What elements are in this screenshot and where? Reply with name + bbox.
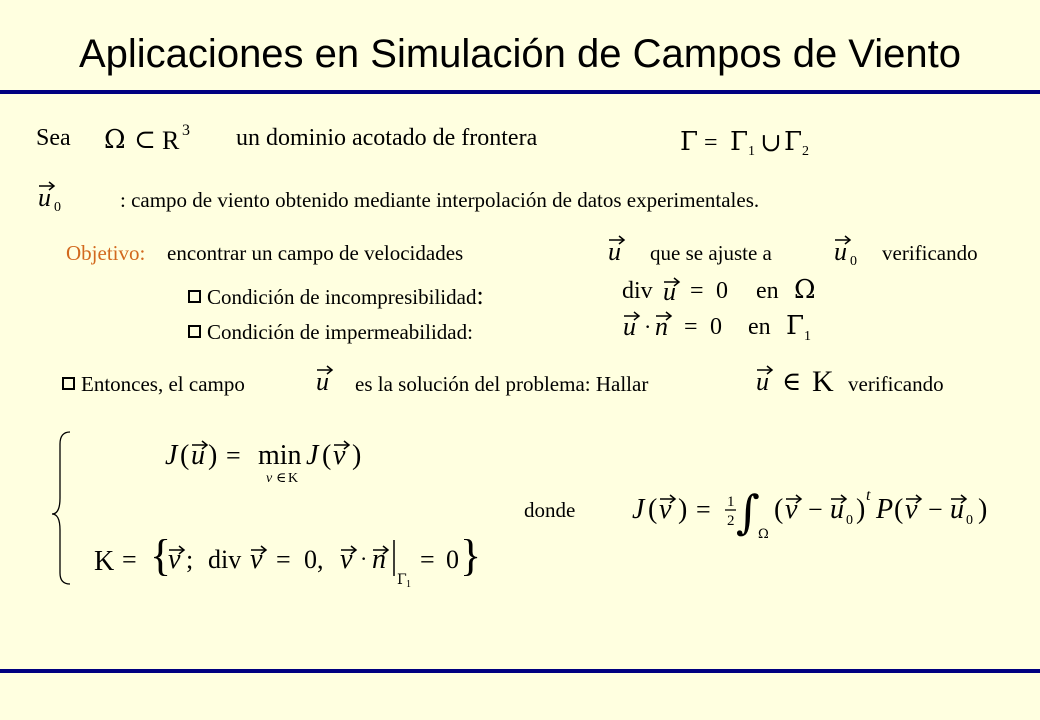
svg-text:0: 0 bbox=[846, 513, 853, 528]
svg-text:t: t bbox=[866, 487, 871, 504]
svg-text:): ) bbox=[352, 440, 362, 471]
u-symbol bbox=[606, 232, 636, 272]
svg-text:0: 0 bbox=[446, 545, 459, 574]
svg-text:Γ: Γ bbox=[730, 127, 749, 157]
then-text-b: es la solución del problema: Hallar bbox=[355, 372, 649, 396]
top-rule bbox=[0, 90, 1040, 94]
svg-text:en: en bbox=[748, 314, 771, 340]
svg-text:0,: 0, bbox=[304, 545, 324, 574]
svg-text:Γ: Γ bbox=[784, 127, 803, 157]
svg-text:0: 0 bbox=[54, 200, 61, 215]
svg-text:0: 0 bbox=[710, 314, 722, 340]
svg-text:v: v bbox=[785, 494, 798, 525]
svg-text:}: } bbox=[460, 531, 482, 580]
svg-text:Γ: Γ bbox=[680, 127, 699, 157]
svg-text:v: v bbox=[333, 440, 346, 471]
svg-text:−: − bbox=[808, 495, 823, 524]
svg-text:): ) bbox=[978, 494, 988, 525]
svg-text:u: u bbox=[608, 237, 621, 266]
condition-incompressibility bbox=[188, 281, 484, 311]
condition-text: Condición de incompresibilidad bbox=[207, 285, 477, 309]
svg-text:=: = bbox=[690, 278, 704, 304]
functional-formula bbox=[628, 478, 1010, 548]
svg-text:3: 3 bbox=[182, 122, 190, 139]
svg-text:div: div bbox=[208, 545, 242, 574]
domain-formula bbox=[100, 118, 210, 158]
svg-text:1: 1 bbox=[406, 579, 411, 588]
svg-text:∈: ∈ bbox=[782, 367, 802, 397]
svg-text:u: u bbox=[316, 367, 329, 396]
impermeability-formula bbox=[620, 307, 830, 349]
svg-text:Ω: Ω bbox=[794, 275, 816, 305]
svg-text:): ) bbox=[678, 494, 688, 525]
svg-text:u: u bbox=[830, 494, 844, 525]
svg-text:−: − bbox=[928, 495, 943, 524]
problem-system bbox=[40, 428, 500, 588]
svg-text:=: = bbox=[420, 545, 435, 574]
svg-text:·: · bbox=[360, 546, 368, 571]
svg-text:n: n bbox=[372, 544, 386, 575]
svg-text:0: 0 bbox=[966, 513, 973, 528]
svg-text:⊂: ⊂ bbox=[134, 125, 156, 155]
checkbox-icon bbox=[188, 325, 201, 338]
svg-text:=: = bbox=[704, 130, 718, 156]
svg-text:J: J bbox=[306, 440, 319, 471]
svg-text:K: K bbox=[94, 546, 115, 577]
svg-text:Γ: Γ bbox=[397, 572, 407, 588]
condition-text: Condición de impermeabilidad: bbox=[207, 320, 473, 344]
left-brace-icon bbox=[52, 432, 70, 584]
objective-label: Objetivo: bbox=[66, 241, 146, 265]
checkbox-icon bbox=[188, 290, 201, 303]
svg-text:J: J bbox=[632, 494, 645, 525]
svg-text:u: u bbox=[623, 312, 636, 341]
svg-text:u: u bbox=[191, 440, 205, 471]
u0-symbol-objective bbox=[832, 232, 872, 272]
svg-text:·: · bbox=[644, 314, 652, 339]
svg-text:2: 2 bbox=[802, 144, 809, 159]
boundary-formula bbox=[676, 120, 826, 160]
svg-text:min: min bbox=[258, 440, 302, 471]
condition-colon: : bbox=[476, 281, 484, 310]
domain-text: un dominio acotado de frontera bbox=[236, 125, 538, 151]
objective-text-b: que se ajuste a bbox=[650, 241, 772, 265]
svg-text:Ω: Ω bbox=[104, 125, 126, 155]
svg-text:(: ( bbox=[774, 494, 784, 525]
svg-text:v: v bbox=[659, 494, 672, 525]
svg-text:R: R bbox=[162, 126, 180, 155]
svg-text:{: { bbox=[150, 531, 172, 580]
svg-text:∪: ∪ bbox=[760, 128, 782, 158]
u0-symbol bbox=[36, 178, 76, 218]
svg-text:v: v bbox=[340, 544, 353, 575]
svg-text:u: u bbox=[756, 367, 769, 396]
svg-text:(: ( bbox=[322, 440, 332, 471]
svg-text:en: en bbox=[756, 278, 779, 304]
svg-text:): ) bbox=[856, 494, 866, 525]
svg-text:v: v bbox=[266, 471, 273, 486]
checkbox-icon bbox=[62, 377, 75, 390]
svg-text:0: 0 bbox=[850, 254, 857, 269]
svg-text:=: = bbox=[276, 545, 291, 574]
svg-text:=: = bbox=[684, 314, 698, 340]
u-in-K-formula bbox=[752, 362, 842, 402]
incompressibility-formula bbox=[620, 270, 830, 310]
svg-text:(: ( bbox=[648, 494, 658, 525]
svg-text:K: K bbox=[812, 365, 834, 398]
condition-impermeability bbox=[188, 320, 473, 345]
svg-text:(: ( bbox=[894, 494, 904, 525]
svg-text:u: u bbox=[950, 494, 964, 525]
then-text: Entonces, el campo bbox=[81, 372, 245, 396]
sea-label: Sea bbox=[36, 125, 71, 151]
svg-text:∈: ∈ bbox=[276, 470, 287, 486]
svg-text:;: ; bbox=[186, 545, 194, 574]
svg-text:1: 1 bbox=[727, 494, 735, 510]
svg-text:P: P bbox=[876, 494, 894, 525]
svg-text:div: div bbox=[622, 278, 653, 304]
svg-text:=: = bbox=[122, 545, 137, 574]
svg-text:u: u bbox=[834, 237, 847, 266]
svg-text:u: u bbox=[38, 183, 51, 212]
svg-text:Γ: Γ bbox=[786, 311, 805, 341]
then-text-c: verificando bbox=[848, 372, 944, 396]
svg-text:∫: ∫ bbox=[736, 485, 760, 539]
svg-text:v: v bbox=[905, 494, 918, 525]
svg-text:u: u bbox=[663, 277, 676, 306]
donde-label: donde bbox=[524, 498, 576, 522]
u-symbol-then bbox=[314, 362, 344, 402]
svg-text:Ω: Ω bbox=[758, 527, 769, 542]
objective-text-a: encontrar un campo de velocidades bbox=[167, 241, 464, 265]
svg-text:n: n bbox=[655, 312, 668, 341]
svg-text:v: v bbox=[250, 544, 263, 575]
svg-text:K: K bbox=[288, 471, 299, 486]
svg-text:(: ( bbox=[180, 440, 190, 471]
svg-text:): ) bbox=[208, 440, 218, 471]
svg-text:0: 0 bbox=[716, 278, 728, 304]
svg-text:J: J bbox=[165, 440, 178, 471]
then-text-a bbox=[62, 372, 245, 397]
svg-text:1: 1 bbox=[804, 329, 811, 344]
page-title: Aplicaciones en Simulación de Campos de Viento bbox=[78, 32, 961, 76]
svg-text:2: 2 bbox=[727, 513, 735, 529]
objective-text-c: verificando bbox=[882, 241, 978, 265]
svg-text:1: 1 bbox=[748, 144, 755, 159]
u0-description: : campo de viento obtenido mediante interpolación de datos experimentales. bbox=[120, 188, 760, 212]
bottom-rule bbox=[0, 669, 1040, 673]
svg-text:=: = bbox=[696, 495, 711, 524]
svg-text:=: = bbox=[226, 441, 241, 470]
svg-text:v: v bbox=[168, 544, 181, 575]
